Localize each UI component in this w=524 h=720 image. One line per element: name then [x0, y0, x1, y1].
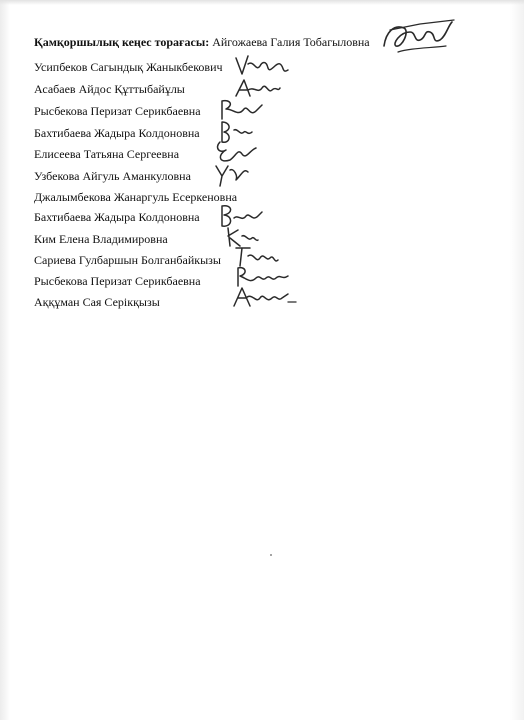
member-name: Бахтибаева Жадыра Колдоновна	[34, 210, 200, 224]
member-name: Рысбекова Перизат Серикбаевна	[34, 274, 201, 288]
member-name: Аққұман Сая Серікқызы	[34, 295, 160, 309]
signature-chairman	[380, 18, 460, 58]
signature-member-12	[230, 282, 300, 314]
member-name: Рысбекова Перизат Серикбаевна	[34, 104, 201, 118]
member-name: Ким Елена Владимировна	[34, 232, 168, 246]
chairman-label: Қамқоршылық кеңес торағасы:	[34, 35, 210, 49]
member-name: Бахтибаева Жадыра Колдоновна	[34, 126, 200, 140]
member-name: Асабаев Айдос Құттыбайұлы	[34, 82, 185, 96]
scan-edge	[0, 0, 524, 5]
member-name: Усипбеков Сагындық Жаныкбекович	[34, 60, 223, 74]
member-name: Сариева Гулбаршын Болганбайкызы	[34, 253, 221, 267]
signature-member-6	[212, 160, 252, 190]
member-name: Елисеева Татьяна Сергеевна	[34, 147, 180, 161]
member-name: Узбекова Айгуль Аманкуловна	[34, 169, 191, 183]
chairman-name: Айгожаева Галия Тобагыловна	[212, 35, 370, 49]
chairman-line	[34, 35, 370, 50]
member-name: Джалымбекова Жанаргуль Есеркеновна	[34, 190, 238, 204]
scan-speck	[270, 554, 272, 556]
